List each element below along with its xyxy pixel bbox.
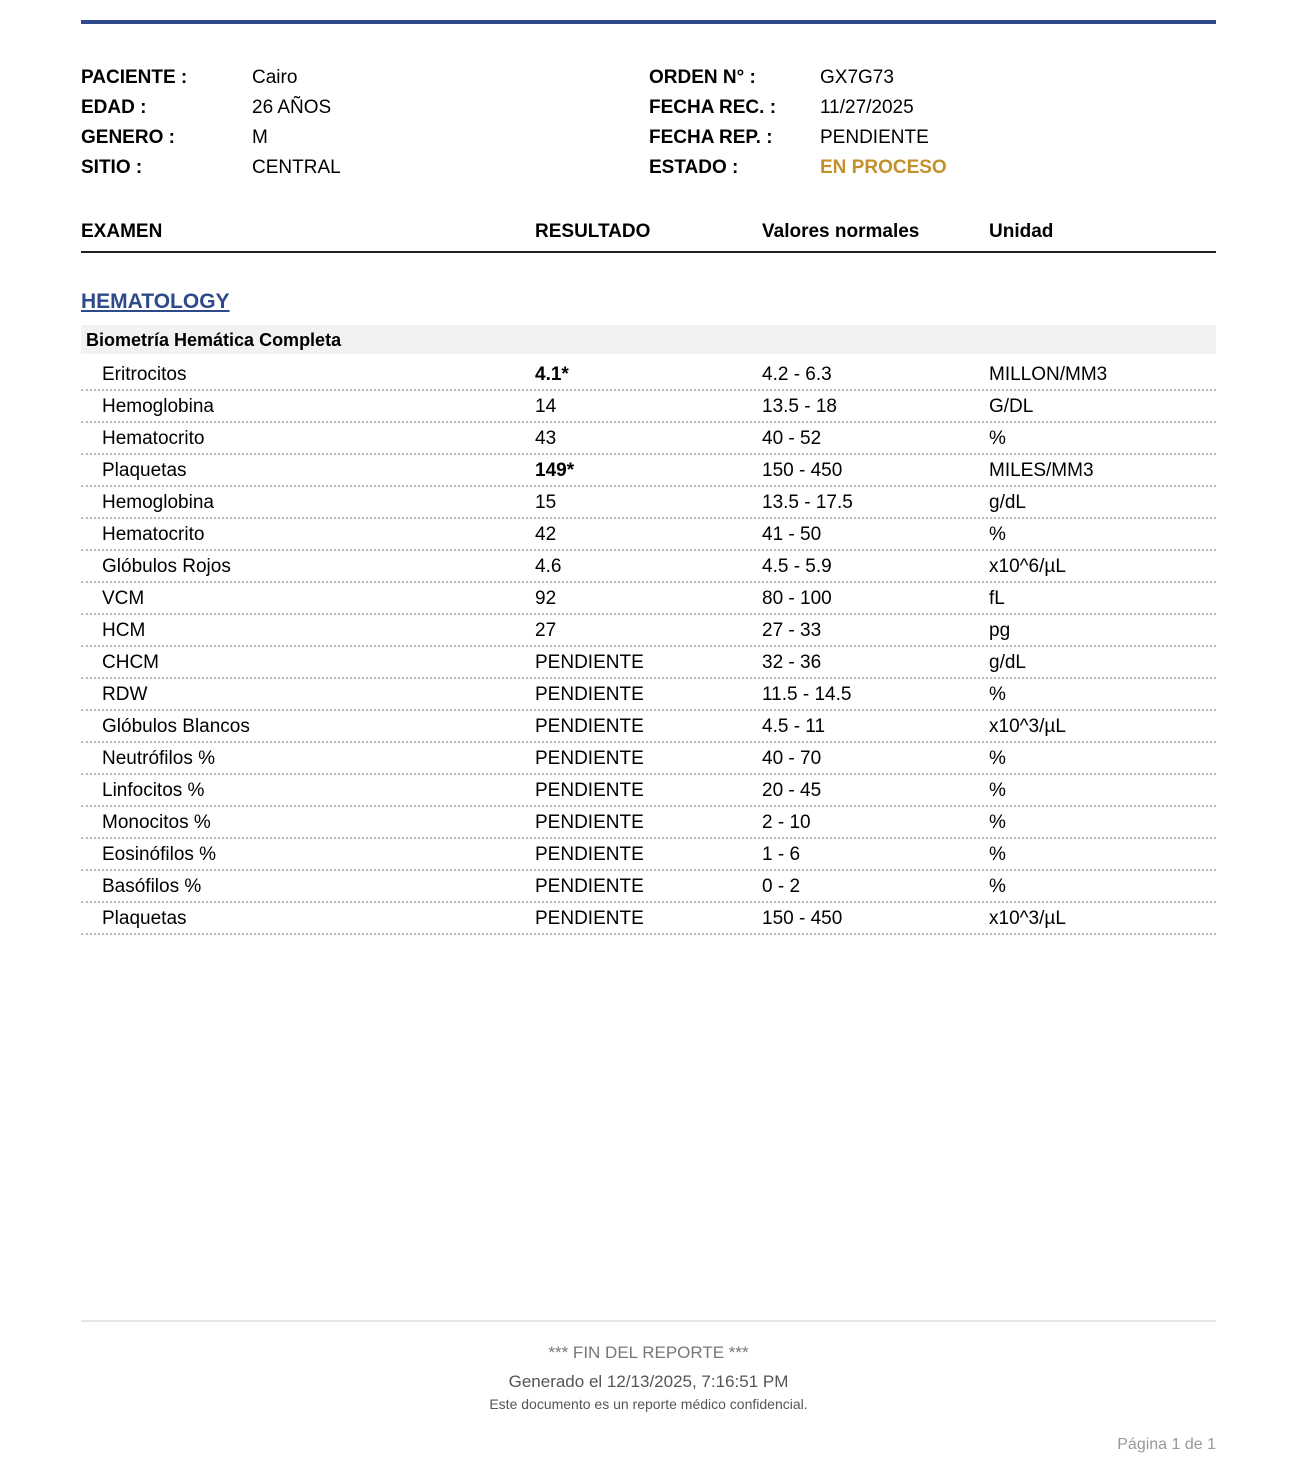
exam-normal-range: 40 - 52	[762, 428, 822, 449]
exam-name: Glóbulos Rojos	[102, 556, 231, 577]
table-row	[81, 455, 1216, 487]
exam-result: PENDIENTE	[535, 780, 644, 801]
exam-name: Monocitos %	[102, 812, 211, 833]
exam-result: 92	[535, 588, 557, 609]
table-row	[81, 519, 1216, 551]
exam-name: Basófilos %	[102, 876, 202, 897]
exam-unit: %	[989, 876, 1006, 897]
header-result: RESULTADO	[535, 221, 651, 242]
exam-normal-range: 4.5 - 11	[762, 716, 826, 737]
results-table-header	[81, 219, 1216, 253]
table-row	[81, 551, 1216, 583]
patient-info	[81, 66, 1216, 186]
exam-result: PENDIENTE	[535, 908, 644, 929]
exam-result: 42	[535, 524, 557, 545]
exam-normal-range: 11.5 - 14.5	[762, 684, 852, 705]
exam-name: Eritrocitos	[102, 364, 187, 385]
exam-result: 14	[535, 396, 557, 417]
exam-name: Hemoglobina	[102, 492, 214, 513]
exam-normal-range: 0 - 2	[762, 876, 801, 897]
results-table-body	[81, 359, 1216, 935]
exam-name: Hemoglobina	[102, 396, 214, 417]
exam-name: Hematocrito	[102, 428, 205, 449]
exam-normal-range: 41 - 50	[762, 524, 822, 545]
patient-site-label: SITIO :	[81, 157, 143, 178]
top-divider	[81, 20, 1216, 24]
exam-result: 4.1*	[535, 364, 569, 385]
exam-unit: g/dL	[989, 652, 1026, 673]
table-row	[81, 711, 1216, 743]
exam-result: PENDIENTE	[535, 652, 644, 673]
exam-normal-range: 2 - 10	[762, 812, 811, 833]
table-row	[81, 679, 1216, 711]
exam-unit: %	[989, 684, 1006, 705]
table-row	[81, 807, 1216, 839]
exam-name: VCM	[102, 588, 145, 609]
exam-name: HCM	[102, 620, 146, 641]
exam-unit: pg	[989, 620, 1011, 641]
exam-normal-range: 32 - 36	[762, 652, 822, 673]
exam-normal-range: 13.5 - 17.5	[762, 492, 853, 513]
exam-result: 4.6	[535, 556, 562, 577]
patient-name-label: PACIENTE :	[81, 67, 188, 88]
order-number-value: GX7G73	[820, 67, 894, 88]
exam-result: 43	[535, 428, 557, 449]
exam-normal-range: 4.2 - 6.3	[762, 364, 832, 385]
exam-unit: fL	[989, 588, 1005, 609]
page-number: Página 1 de 1	[1117, 1436, 1216, 1453]
table-row	[81, 487, 1216, 519]
generated-timestamp: Generado el 12/13/2025, 7:16:51 PM	[508, 1372, 789, 1391]
patient-age-value: 26 AÑOS	[252, 97, 332, 118]
exam-normal-range: 80 - 100	[762, 588, 832, 609]
exam-unit: MILES/MM3	[989, 460, 1094, 481]
table-row	[81, 743, 1216, 775]
exam-unit: x10^3/µL	[989, 908, 1066, 929]
table-row	[81, 871, 1216, 903]
exam-name: Eosinófilos %	[102, 844, 217, 865]
exam-name: CHCM	[102, 652, 159, 673]
confidential-notice: Este documento es un reporte médico confidencial.	[489, 1396, 808, 1412]
exam-name: RDW	[102, 684, 148, 705]
table-row	[81, 647, 1216, 679]
table-row	[81, 615, 1216, 647]
section-title: HEMATOLOGY	[81, 290, 230, 313]
header-normal-range: Valores normales	[762, 221, 920, 242]
header-unit: Unidad	[989, 221, 1054, 242]
exam-result: PENDIENTE	[535, 844, 644, 865]
patient-gender-value: M	[252, 127, 268, 148]
group-title-text: Biometría Hemática Completa	[86, 330, 342, 350]
exam-name: Plaquetas	[102, 460, 187, 481]
exam-unit: %	[989, 812, 1006, 833]
exam-unit: %	[989, 428, 1006, 449]
exam-normal-range: 40 - 70	[762, 748, 822, 769]
status-label: ESTADO :	[649, 157, 739, 178]
exam-result: 15	[535, 492, 557, 513]
footer-divider	[81, 1320, 1216, 1322]
exam-unit: MILLON/MM3	[989, 364, 1108, 385]
exam-unit: %	[989, 780, 1006, 801]
exam-normal-range: 13.5 - 18	[762, 396, 837, 417]
exam-name: Plaquetas	[102, 908, 187, 929]
exam-normal-range: 4.5 - 5.9	[762, 556, 832, 577]
table-row	[81, 583, 1216, 615]
exam-result: PENDIENTE	[535, 684, 644, 705]
exam-unit: g/dL	[989, 492, 1026, 513]
exam-result: PENDIENTE	[535, 748, 644, 769]
exam-name: Hematocrito	[102, 524, 205, 545]
status-badge: EN PROCESO	[820, 157, 947, 178]
exam-normal-range: 150 - 450	[762, 460, 843, 481]
patient-age-label: EDAD :	[81, 97, 147, 118]
table-row	[81, 359, 1216, 391]
exam-name: Glóbulos Blancos	[102, 716, 250, 737]
exam-result: 149*	[535, 460, 575, 481]
exam-result: PENDIENTE	[535, 876, 644, 897]
table-row	[81, 839, 1216, 871]
exam-result: PENDIENTE	[535, 812, 644, 833]
exam-normal-range: 20 - 45	[762, 780, 822, 801]
exam-result: PENDIENTE	[535, 716, 644, 737]
exam-unit: x10^3/µL	[989, 716, 1066, 737]
exam-unit: %	[989, 748, 1006, 769]
report-end-text: *** FIN DEL REPORTE ***	[548, 1343, 749, 1362]
group-title	[81, 325, 1216, 354]
exam-unit: %	[989, 844, 1006, 865]
order-number-label: ORDEN N° :	[649, 67, 756, 88]
exam-unit: %	[989, 524, 1006, 545]
report-date-value: PENDIENTE	[820, 127, 929, 148]
table-row	[81, 903, 1216, 935]
table-row	[81, 423, 1216, 455]
header-exam: EXAMEN	[81, 221, 163, 242]
received-date-label: FECHA REC. :	[649, 97, 777, 118]
exam-unit: x10^6/µL	[989, 556, 1066, 577]
exam-name: Linfocitos %	[102, 780, 205, 801]
exam-normal-range: 1 - 6	[762, 844, 801, 865]
exam-result: 27	[535, 620, 557, 641]
patient-name-value: Cairo	[252, 67, 298, 88]
table-row	[81, 775, 1216, 807]
exam-unit: G/DL	[989, 396, 1034, 417]
patient-gender-label: GENERO :	[81, 127, 175, 148]
received-date-value: 11/27/2025	[820, 97, 914, 118]
patient-site-value: CENTRAL	[252, 157, 341, 178]
exam-name: Neutrófilos %	[102, 748, 215, 769]
table-row	[81, 391, 1216, 423]
exam-normal-range: 27 - 33	[762, 620, 822, 641]
report-date-label: FECHA REP. :	[649, 127, 773, 148]
exam-normal-range: 150 - 450	[762, 908, 843, 929]
